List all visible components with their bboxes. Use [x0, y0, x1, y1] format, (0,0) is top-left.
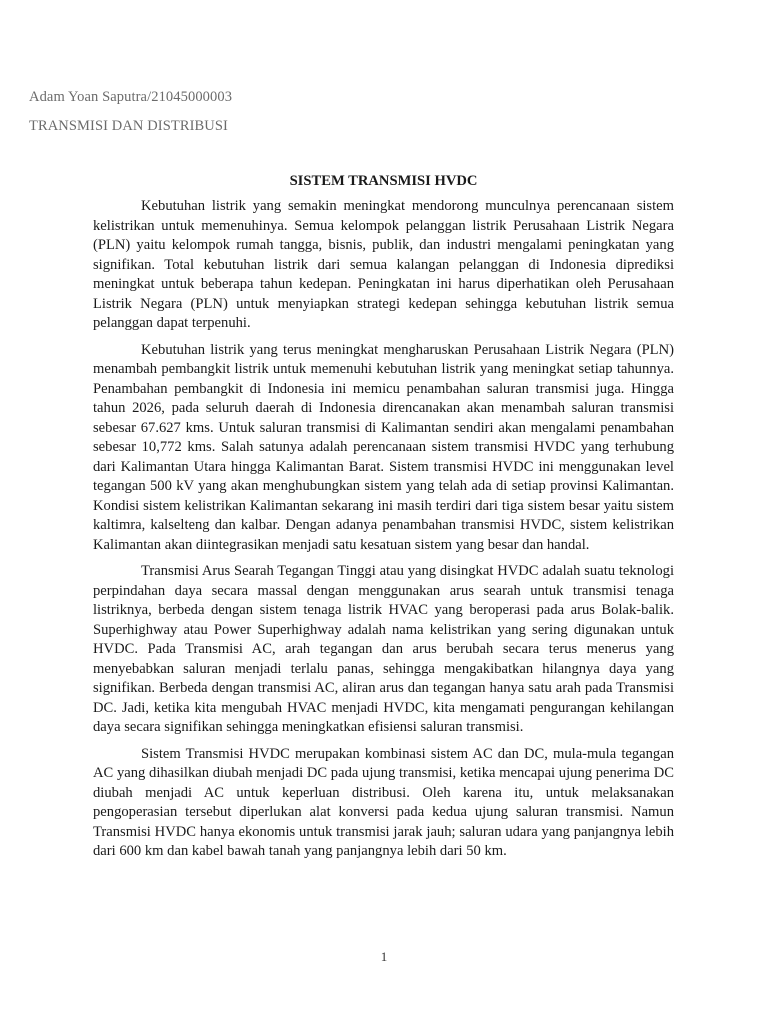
paragraph-2: Kebutuhan listrik yang terus meningkat mengharuskan Perusahaan Listrik Negara (PLN) menambah pembangkit listrik untuk memenuhi kebutuhan listrik yang meningkat setiap tahunnya. Penambahan pembangkit di Indonesia ini memicu penambahan saluran transmisi juga. Hingga tahun 2026, pada seluruh daerah di Indonesia direncanakan akan menambah saluran transmisi sebesar 67.627 kms. Untuk saluran transmisi di Kalimantan sendiri akan mengalami penambahan sebesar 10,772 kms. Salah satunya adalah perencanaan sistem transmisi HVDC yang terhubung dari Kalimantan Utara hingga Kalimantan Barat. Sistem transmisi HVDC ini menggunakan level tegangan 500 kV yang akan menghubungkan sistem yang telah ada di setiap provinsi Kalimantan. Kondisi sistem kelistrikan Kalimantan sekarang ini masih terdiri dari tiga sistem besar yaitu sistem kaltimra, kalselteng dan kalbar. Dengan adanya penambahan transmisi HVDC, sistem kelistrikan Kalimantan akan diintegrasikan menjadi satu kesatuan sistem yang besar dan handal. — [93, 341, 674, 553]
course-line: TRANSMISI DAN DISTRIBUSI — [29, 118, 228, 134]
document-title: SISTEM TRANSMISI HVDC — [289, 173, 478, 189]
author-line: Adam Yoan Saputra/21045000003 — [29, 89, 233, 105]
page-number: 1 — [380, 949, 388, 964]
paragraph-1: Kebutuhan listrik yang semakin meningkat mendorong munculnya perencanaan sistem kelistrikan untuk memenuhinya. Semua kelompok pelanggan listrik Perusahaan Listrik Negara (PLN) yaitu kelompok rumah tangga, bisnis, publik, dan industri mengalami peningkatan yang signifikan. Total kebutuhan listrik dari semua kalangan pelanggan di Indonesia diprediksi meningkat untuk beberapa tahun kedepan. Peningkatan ini harus diperhatikan oleh Perusahaan Listrik Negara (PLN) untuk menyiapkan strategi kedepan sehingga kebutuhan listrik semua pelanggan dapat terpenuhi. — [93, 198, 674, 331]
paragraph-3: Transmisi Arus Searah Tegangan Tinggi atau yang disingkat HVDC adalah suatu teknologi perpindahan daya secara massal dengan menggunakan arus searah untuk transmisi tenaga listriknya, berbeda dengan sistem tenaga listrik HVAC yang beroperasi pada arus Bolak-balik. Superhighway atau Power Superhighway adalah nama kelistrikan yang sering digunakan untuk HVDC. Pada Transmisi AC, arah tegangan dan arus berubah secara terus menerus yang menyebabkan saluran menjadi terlalu panas, sehingga mengakibatkan hilangnya daya yang signifikan. Berbeda dengan transmisi AC, aliran arus dan tegangan hanya satu arah pada Transmisi DC. Jadi, ketika kita mengubah HVAC menjadi HVDC, kita mengamati pengurangan kehilangan daya secara signifikan sehingga meningkatkan efisiensi saluran transmisi. — [93, 563, 674, 735]
document-body — [93, 171, 674, 869]
paragraph-4: Sistem Transmisi HVDC merupakan kombinasi sistem AC dan DC, mula-mula tegangan AC yang dihasilkan diubah menjadi DC pada ujung transmisi, ketika mencapai ujung penerima DC diubah menjadi AC untuk keperluan distribusi. Oleh karena itu, untuk melaksanakan pengoperasian tersebut diperlukan alat konversi pada kedua ujung saluran transmisi. Namun Transmisi HVDC hanya ekonomis untuk transmisi jarak jauh; saluran udara yang panjangnya lebih dari 600 km dan kabel bawah tanah yang panjangnya lebih dari 50 km. — [93, 745, 674, 859]
